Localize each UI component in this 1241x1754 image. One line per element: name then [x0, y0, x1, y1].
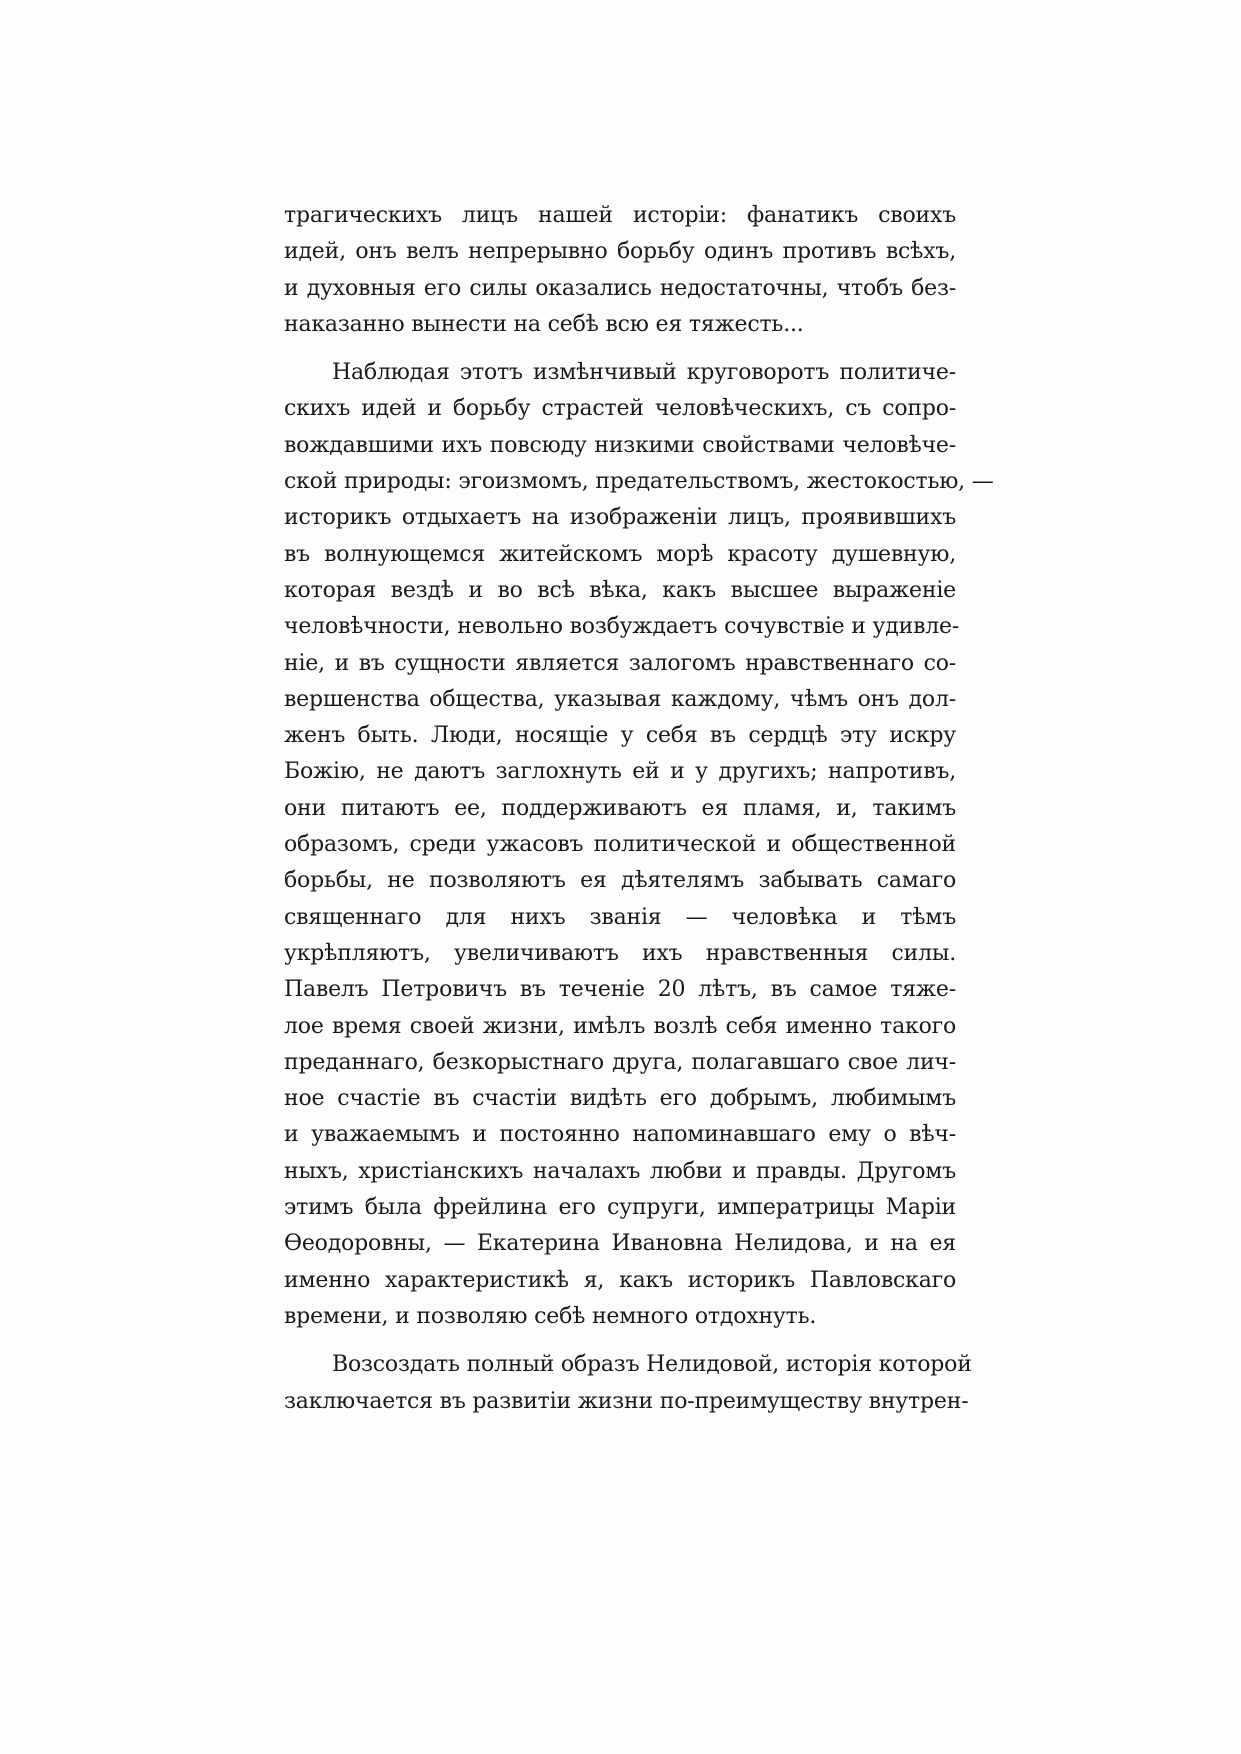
text-line: Возсоздать полный образъ Нелидовой, исторія которой	[332, 1352, 972, 1378]
text-line: образомъ, среди ужасовъ политической и общественной	[284, 832, 956, 858]
paragraph-2	[284, 355, 994, 1335]
text-line: лое время своей жизни, имѣлъ возлѣ себя именно такого	[284, 1013, 956, 1039]
text-line: и духовныя его силы оказались недостаточны, чтобъ без-	[284, 275, 956, 301]
text-line: историкъ отдыхаетъ на изображеніи лицъ, проявившихъ	[284, 505, 956, 531]
text-line: скихъ идей и борьбу страстей человѣческихъ, съ сопро-	[284, 396, 956, 422]
page-text	[284, 198, 994, 1420]
text-line: Божію, не даютъ заглохнуть ей и у другихъ; напротивъ,	[284, 759, 956, 785]
paragraph-3	[284, 1347, 972, 1420]
text-line: этимъ была фрейлина его супруги, императрицы Маріи	[284, 1195, 956, 1221]
text-line: ніе, и въ сущности является залогомъ нравственнаго со-	[284, 650, 956, 676]
text-line: ныхъ, христіанскихъ началахъ любви и правды. Другомъ	[284, 1158, 956, 1184]
text-line: и уважаемымъ и постоянно напоминавшаго ему о вѣч-	[284, 1122, 956, 1148]
text-line: женъ быть. Люди, носящіе у себя въ сердцѣ эту искру	[284, 723, 956, 749]
text-line: Ѳеодоровны, — Екатерина Ивановна Нелидова, и на ея	[284, 1231, 956, 1257]
text-line: вершенства общества, указывая каждому, чѣмъ онъ дол-	[284, 686, 956, 712]
text-line: заключается въ развитіи жизни по-преимуществу внутрен-	[284, 1388, 969, 1414]
text-line: трагическихъ лицъ нашей исторіи: фанатикъ своихъ	[284, 203, 956, 228]
text-line: Павелъ Петровичъ въ теченіе 20 лѣтъ, въ самое тяже-	[284, 977, 956, 1003]
text-line: ской природы: эгоизмомъ, предательствомъ, жестокостью, —	[284, 469, 994, 495]
text-line: борьбы, не позволяютъ ея дѣятелямъ забывать самаго	[284, 868, 956, 894]
paragraph-1	[284, 198, 956, 343]
text-line: преданнаго, безкорыстнаго друга, полагавшаго свое лич-	[284, 1049, 956, 1075]
text-line: наказанно вынести на себѣ всю ея тяжесть...	[284, 311, 804, 337]
text-line: укрѣпляютъ, увеличиваютъ ихъ нравственныя силы.	[284, 940, 956, 966]
text-line: вождавшими ихъ повсюду низкими свойствами человѣче-	[284, 432, 956, 458]
text-line: именно характеристикѣ я, какъ историкъ Павловскаго	[284, 1267, 956, 1293]
text-line: они питаютъ ее, поддерживаютъ ея пламя, и, такимъ	[284, 795, 956, 821]
text-line: идей, онъ велъ непрерывно борьбу одинъ противъ всѣхъ,	[284, 239, 956, 265]
text-line: которая вездѣ и во всѣ вѣка, какъ высшее выраженіе	[284, 577, 956, 603]
text-line: времени, и позволяю себѣ немного отдохнуть.	[284, 1303, 817, 1329]
text-line: Наблюдая этотъ измѣнчивый круговоротъ политиче-	[332, 360, 956, 386]
text-line: въ волнующемся житейскомъ морѣ красоту душевную,	[284, 541, 956, 567]
text-line: священнаго для нихъ званія — человѣка и тѣмъ	[284, 904, 956, 930]
text-line: человѣчности, невольно возбуждаетъ сочувствіе и удивле-	[284, 614, 960, 640]
text-line: ное счастіе въ счастіи видѣть его добрымъ, любимымъ	[284, 1086, 956, 1112]
